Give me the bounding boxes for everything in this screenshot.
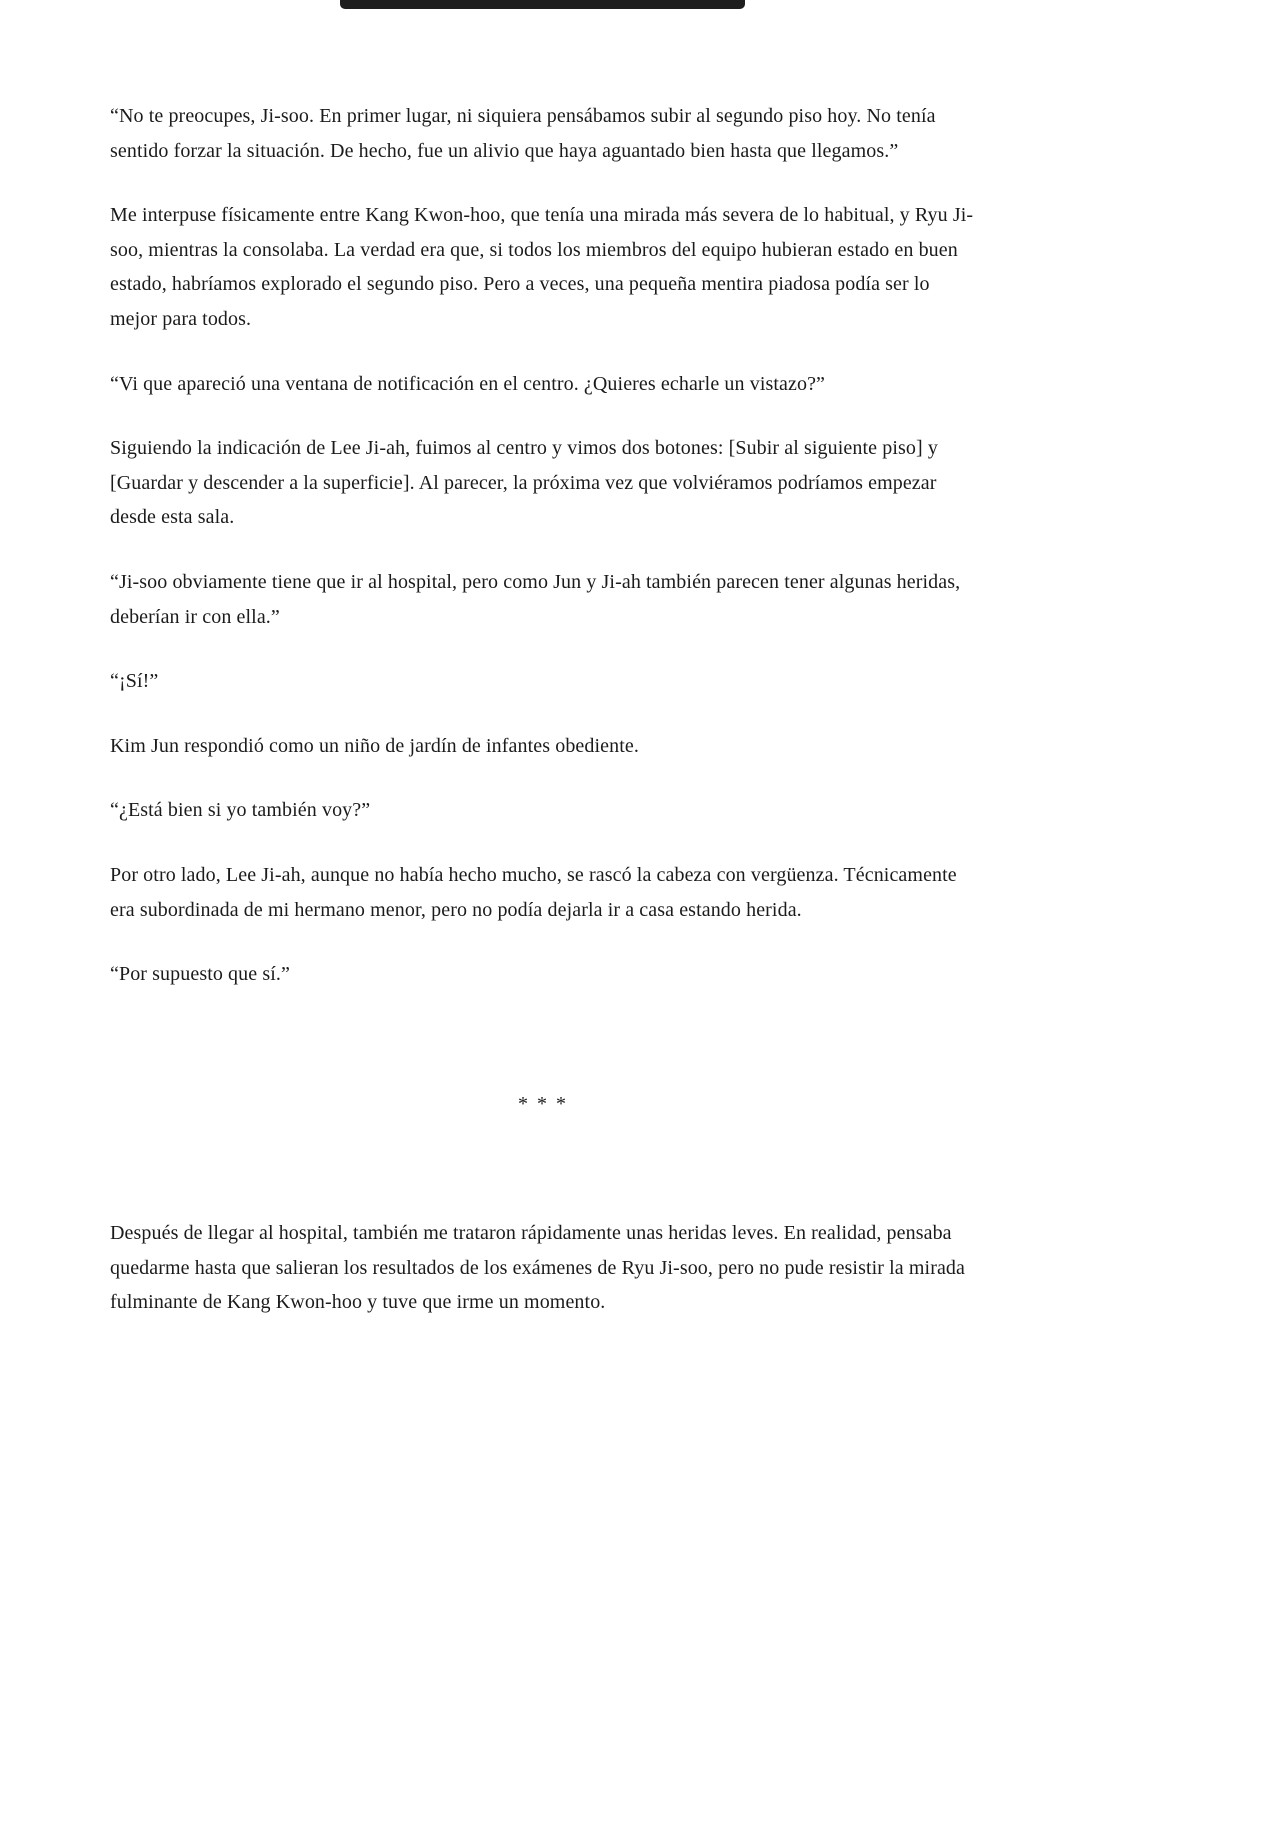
paragraph: Después de llegar al hospital, también me trataron rápidamente unas heridas leves. En realidad, pensaba quedarme hasta que salieran los resultados de los exámenes de Ryu Ji-soo, pero no pude resistir la mirada fulminante de Kang Kwon-hoo y tuve que irme un momento. [110, 1222, 966, 1314]
paragraph: “No te preocupes, Ji-soo. En primer lugar, ni siquiera pensábamos subir al segundo piso hoy. No tenía sentido forzar la situación. De hecho, fue un alivio que haya aguantado bien hasta que llegamos.” [110, 105, 936, 162]
paragraph: “Por supuesto que sí.” [110, 963, 290, 986]
paragraph: Siguiendo la indicación de Lee Ji-ah, fuimos al centro y vimos dos botones: [Subir al siguiente piso] y [Guardar y descender a la superficie]. Al parecer, la próxima vez que volviéramos podríamos empezar desde esta sala. [110, 437, 938, 529]
section-separator: * * * [518, 1092, 568, 1115]
paragraph: “Vi que apareció una ventana de notificación en el centro. ¿Quieres echarle un vistazo?” [110, 372, 826, 395]
paragraph: Me interpuse físicamente entre Kang Kwon-hoo, que tenía una mirada más severa de lo habitual, y Ryu Ji-soo, mientras la consolaba. La verdad era que, si todos los miembros del equipo hubieran estado en buen estado, habríamos explorado el segundo piso. Pero a veces, una pequeña mentira piadosa podía ser lo mejor para todos. [110, 204, 974, 330]
paragraph: Kim Jun respondió como un niño de jardín de infantes obediente. [110, 734, 639, 757]
paragraph: Por otro lado, Lee Ji-ah, aunque no había hecho mucho, se rascó la cabeza con vergüenza. Técnicamente era subordinada de mi hermano menor, pero no podía dejarla ir a casa estando herida. [110, 863, 957, 921]
paragraph: “¿Está bien si yo también voy?” [110, 799, 371, 822]
paragraph: “Ji-soo obviamente tiene que ir al hospital, pero como Jun y Ji-ah también parecen tener algunas heridas, deberían ir con ella.” [110, 570, 961, 628]
paragraph: “¡Sí!” [110, 670, 159, 693]
top-bar [340, 0, 745, 9]
document-content [110, 99, 976, 1350]
